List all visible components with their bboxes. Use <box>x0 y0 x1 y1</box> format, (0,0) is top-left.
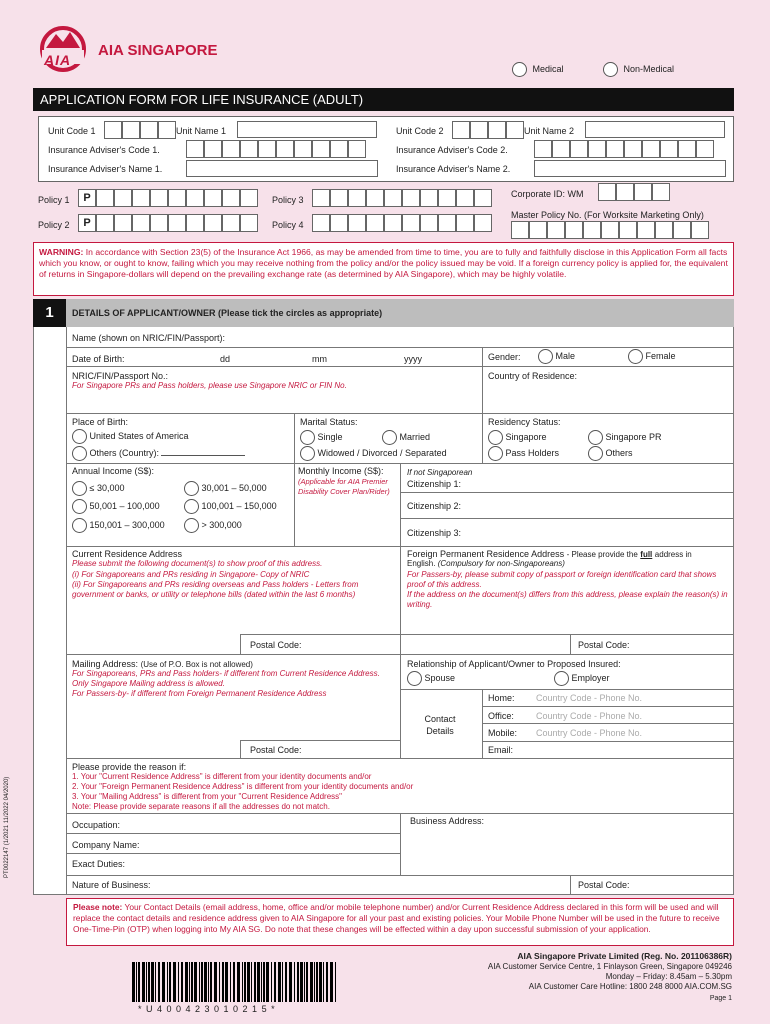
foreign-address-note1: For Passers-by, please submit copy of passport or foreign identification card that shows proof of this address. <box>407 570 717 589</box>
income-2-radio[interactable] <box>184 481 199 496</box>
duties-label: Exact Duties: <box>72 859 126 869</box>
medical-label: Medical <box>532 63 564 74</box>
monthly-income-note: (Applicable for AIA Premier Disability Cover Plan/Rider) <box>298 477 390 496</box>
foreign-address-english: English. (Compulsory for non-Singaporeans) <box>407 559 565 568</box>
current-address-ii: (ii) For Singaporeans and PRs residing overseas and Pass holders - Letters from government or banks, or utility or telephone bills (dated within the last 6 months) <box>72 580 359 599</box>
footer-hours: Monday – Friday: 8.45am – 5.30pm <box>605 972 732 981</box>
mailing-note1: For Singaporeans, PRs and Pass holders- if different from Current Residence Address. Only Singapore Mailing address is allowed. <box>72 669 380 688</box>
dob-label: Date of Birth: <box>72 354 125 364</box>
corporate-id-label: Corporate ID: WM <box>511 189 584 199</box>
unit-code-2-boxes[interactable] <box>452 121 524 139</box>
adviser-name-2-field[interactable] <box>534 160 726 177</box>
single-radio[interactable] <box>300 430 315 445</box>
income-1-radio[interactable] <box>72 481 87 496</box>
medical-radio[interactable] <box>512 62 527 77</box>
office-label: Office: <box>488 711 514 721</box>
barcode-icon <box>130 962 340 1002</box>
barcode-text: * U 4 0 0 4 2 3 0 1 0 2 1 5 * <box>138 1004 276 1014</box>
female-option[interactable]: Female <box>628 349 676 364</box>
policy-2-boxes[interactable]: P <box>78 214 258 232</box>
current-address-i: (i) For Singaporeans and PRs residing in Singapore- Copy of NRIC <box>72 570 310 579</box>
aia-logo-text: AIA <box>44 52 72 68</box>
business-postal-label: Postal Code: <box>578 880 630 890</box>
adviser-code-1-boxes[interactable] <box>186 140 366 158</box>
policy-2-label: Policy 2 <box>38 220 70 230</box>
section-title: DETAILS OF APPLICANT/OWNER (Please tick the circles as appropriate) <box>72 308 383 318</box>
single-option[interactable]: Single <box>300 430 343 445</box>
usa-radio[interactable] <box>72 429 87 444</box>
income-6-radio[interactable] <box>184 518 199 533</box>
form-title: APPLICATION FORM FOR LIFE INSURANCE (ADULT) <box>40 92 364 107</box>
residency-label: Residency Status: <box>488 417 561 427</box>
non-medical-option[interactable] <box>603 62 674 77</box>
policy-4-label: Policy 4 <box>272 220 304 230</box>
policy-3-boxes[interactable] <box>312 189 492 207</box>
spouse-radio[interactable] <box>407 671 422 686</box>
employer-option[interactable]: Employer <box>554 671 610 686</box>
dob-yyyy: yyyy <box>404 354 422 364</box>
others-country-radio[interactable] <box>72 446 87 461</box>
policy-3-label: Policy 3 <box>272 195 304 205</box>
barcode <box>130 962 340 1004</box>
unit-name-1-label: Unit Name 1 <box>176 126 227 136</box>
mailing-postal-label: Postal Code: <box>250 745 302 755</box>
unit-code-2-label: Unit Code 2 <box>396 126 444 136</box>
others-country-option[interactable]: Others (Country): <box>72 446 245 461</box>
unit-name-2-field[interactable] <box>585 121 725 138</box>
reason-2: 2. Your "Foreign Permanent Residence Address" is different from your identity documents and/or <box>72 782 414 791</box>
citizenship-1-label: Citizenship 1: <box>407 479 462 489</box>
not-singaporean-note: If not Singaporean <box>407 468 473 477</box>
dob-mm: mm <box>312 354 327 364</box>
place-birth-label: Place of Birth: <box>72 417 129 427</box>
monthly-income-label: Monthly Income (S$): <box>298 466 384 476</box>
annual-income-label: Annual Income (S$): <box>72 466 155 476</box>
adviser-name-1-label: Insurance Adviser's Name 1. <box>48 164 163 174</box>
singapore-pr-option[interactable]: Singapore PR <box>588 430 662 445</box>
relationship-label: Relationship of Applicant/Owner to Proposed Insured: <box>407 659 621 669</box>
income-2[interactable]: 30,001 – 50,000 <box>184 481 267 496</box>
male-option[interactable]: Male <box>538 349 575 364</box>
income-1[interactable]: ≤ 30,000 <box>72 481 124 496</box>
reason-3: 3. Your "Mailing Address" is different from your "Current Residence Address" <box>72 792 343 801</box>
income-4-radio[interactable] <box>184 499 199 514</box>
aia-logo <box>36 24 90 74</box>
singapore-pr-radio[interactable] <box>588 430 603 445</box>
country-residence-label: Country of Residence: <box>488 371 578 381</box>
mobile-phone-field[interactable]: Country Code - Phone No. <box>536 728 643 738</box>
mobile-label: Mobile: <box>488 728 518 738</box>
male-radio[interactable] <box>538 349 553 364</box>
dob-dd: dd <box>220 354 231 364</box>
mailing-note2: For Passers-by- if different from Foreign Permanent Residence Address <box>72 689 327 698</box>
usa-option[interactable]: United States of America <box>72 429 189 444</box>
nature-business-label: Nature of Business: <box>72 880 151 890</box>
master-policy-boxes[interactable] <box>511 221 709 239</box>
female-radio[interactable] <box>628 349 643 364</box>
income-5-radio[interactable] <box>72 518 87 533</box>
spouse-option[interactable]: Spouse <box>407 671 455 686</box>
business-address-label: Business Address: <box>410 816 485 826</box>
citizenship-2-label: Citizenship 2: <box>407 501 462 511</box>
foreign-address-label: Foreign Permanent Residence Address - Please provide the full address in <box>407 549 692 559</box>
income-3-radio[interactable] <box>72 499 87 514</box>
pass-holders-radio[interactable] <box>488 446 503 461</box>
section-number: 1 <box>33 299 66 327</box>
side-code: PT0022147 (1/2021 11/2022 04/2020) <box>4 776 10 878</box>
contact-details-label: Contact Details <box>424 714 456 736</box>
nric-label: NRIC/FIN/Passport No.: <box>72 371 169 381</box>
policy-1-boxes[interactable]: P <box>78 189 258 207</box>
unit-name-2-label: Unit Name 2 <box>524 126 575 136</box>
current-postal-label: Postal Code: <box>250 640 302 650</box>
adviser-name-1-field[interactable] <box>186 160 378 177</box>
warning-box <box>33 242 734 296</box>
pass-holders-option[interactable]: Pass Holders <box>488 446 559 461</box>
page-number: Page 1 <box>709 995 732 1002</box>
reason-note: Note: Please provide separate reasons if all the addresses do not match. <box>72 802 330 811</box>
please-note-box <box>66 898 734 946</box>
office-phone-field[interactable]: Country Code - Phone No. <box>536 711 643 721</box>
foreign-postal-label: Postal Code: <box>578 640 630 650</box>
married-option[interactable]: Married <box>382 430 430 445</box>
married-radio[interactable] <box>382 430 397 445</box>
form-title-bar <box>33 88 734 111</box>
nric-note: For Singapore PRs and Pass holders, please use Singapore NRIC or FIN No. <box>72 381 347 390</box>
brand-name: AIA SINGAPORE <box>98 42 218 59</box>
foreign-address-note2: If the address on the document(s) differs from this address, please explain the reason(s) in writing. <box>407 590 728 609</box>
occupation-label: Occupation: <box>72 820 121 830</box>
email-label: Email: <box>488 745 514 755</box>
gender-label: Gender: <box>488 352 521 362</box>
singapore-radio[interactable] <box>488 430 503 445</box>
marital-label: Marital Status: <box>300 417 358 427</box>
citizenship-3-label: Citizenship 3: <box>407 528 462 538</box>
adviser-code-2-label: Insurance Adviser's Code 2. <box>396 145 508 155</box>
name-label: Name (shown on NRIC/FIN/Passport): <box>72 333 226 343</box>
reason-title: Please provide the reason if: <box>72 762 187 772</box>
income-3[interactable]: 50,001 – 100,000 <box>72 499 160 514</box>
income-4[interactable]: 100,001 – 150,000 <box>184 499 277 514</box>
employer-radio[interactable] <box>554 671 569 686</box>
policy-1-label: Policy 1 <box>38 195 70 205</box>
unit-code-1-label: Unit Code 1 <box>48 126 96 136</box>
mailing-label: Mailing Address: (Use of P.O. Box is not allowed) <box>72 659 253 669</box>
current-address-label: Current Residence Address <box>72 549 183 559</box>
adviser-name-2-label: Insurance Adviser's Name 2. <box>396 164 511 174</box>
income-6[interactable]: > 300,000 <box>184 518 242 533</box>
master-policy-label: Master Policy No. (For Worksite Marketing Only) <box>511 210 704 220</box>
non-medical-radio[interactable] <box>603 62 618 77</box>
singapore-option[interactable]: Singapore <box>488 430 547 445</box>
please-note-text: Please note: Your Contact Details (email address, home, office and/or mobile telephone number) and/or Current Residence Address declared in this form will be used and will replace the contact details and residence address given to AIA Singapore for all your past and existing policies. Your Mobile Phone Number will be used in the future to receive One-Time-Pin (OTP) when logging into My AIA SG. Do note that these changes will be effected within a day upon successful submission of your application. <box>73 902 720 934</box>
footer-hotline: AIA Customer Care Hotline: 1800 248 8000 AIA.COM.SG <box>528 982 732 991</box>
income-5[interactable]: 150,001 – 300,000 <box>72 518 165 533</box>
adviser-code-2-boxes[interactable] <box>534 140 714 158</box>
others-radio[interactable] <box>588 446 603 461</box>
widowed-option[interactable]: Widowed / Divorced / Separated <box>300 446 447 461</box>
unit-code-1-boxes[interactable] <box>104 121 176 139</box>
unit-name-1-field[interactable] <box>237 121 377 138</box>
footer-company: AIA Singapore Private Limited (Reg. No. 201106386R) <box>517 951 732 961</box>
company-label: Company Name: <box>72 840 140 850</box>
policy-4-boxes[interactable] <box>312 214 492 232</box>
non-medical-label: Non-Medical <box>623 63 675 74</box>
others-option[interactable]: Others <box>588 446 633 461</box>
reason-1: 1. Your "Current Residence Address" is different from your identity documents and/or <box>72 772 372 781</box>
corporate-id-boxes[interactable] <box>598 183 670 201</box>
warning-text: WARNING: In accordance with Section 23(5) of the Insurance Act 1966, as may be amended from time to time, you are to fully and faithfully disclose in this Application Form all facts which you know, or ought to know, failing which you may receive nothing from the policy and/or the policy issued may be void. If a foreign currency policy is applied for, the equivalent of returns in Singapore-dollars will depend on the prevailing exchange rate (as determined by AIA Singapore), which may be highly volatile. <box>39 247 728 279</box>
current-address-note: Please submit the following document(s) to show proof of this address. <box>72 559 323 568</box>
footer-address: AIA Customer Service Centre, 1 Finlayson Green, Singapore 049246 <box>487 962 732 971</box>
adviser-code-1-label: Insurance Adviser's Code 1. <box>48 145 160 155</box>
widowed-radio[interactable] <box>300 446 315 461</box>
home-label: Home: <box>488 693 515 703</box>
home-phone-field[interactable]: Country Code - Phone No. <box>536 693 643 703</box>
medical-option[interactable] <box>512 62 564 77</box>
